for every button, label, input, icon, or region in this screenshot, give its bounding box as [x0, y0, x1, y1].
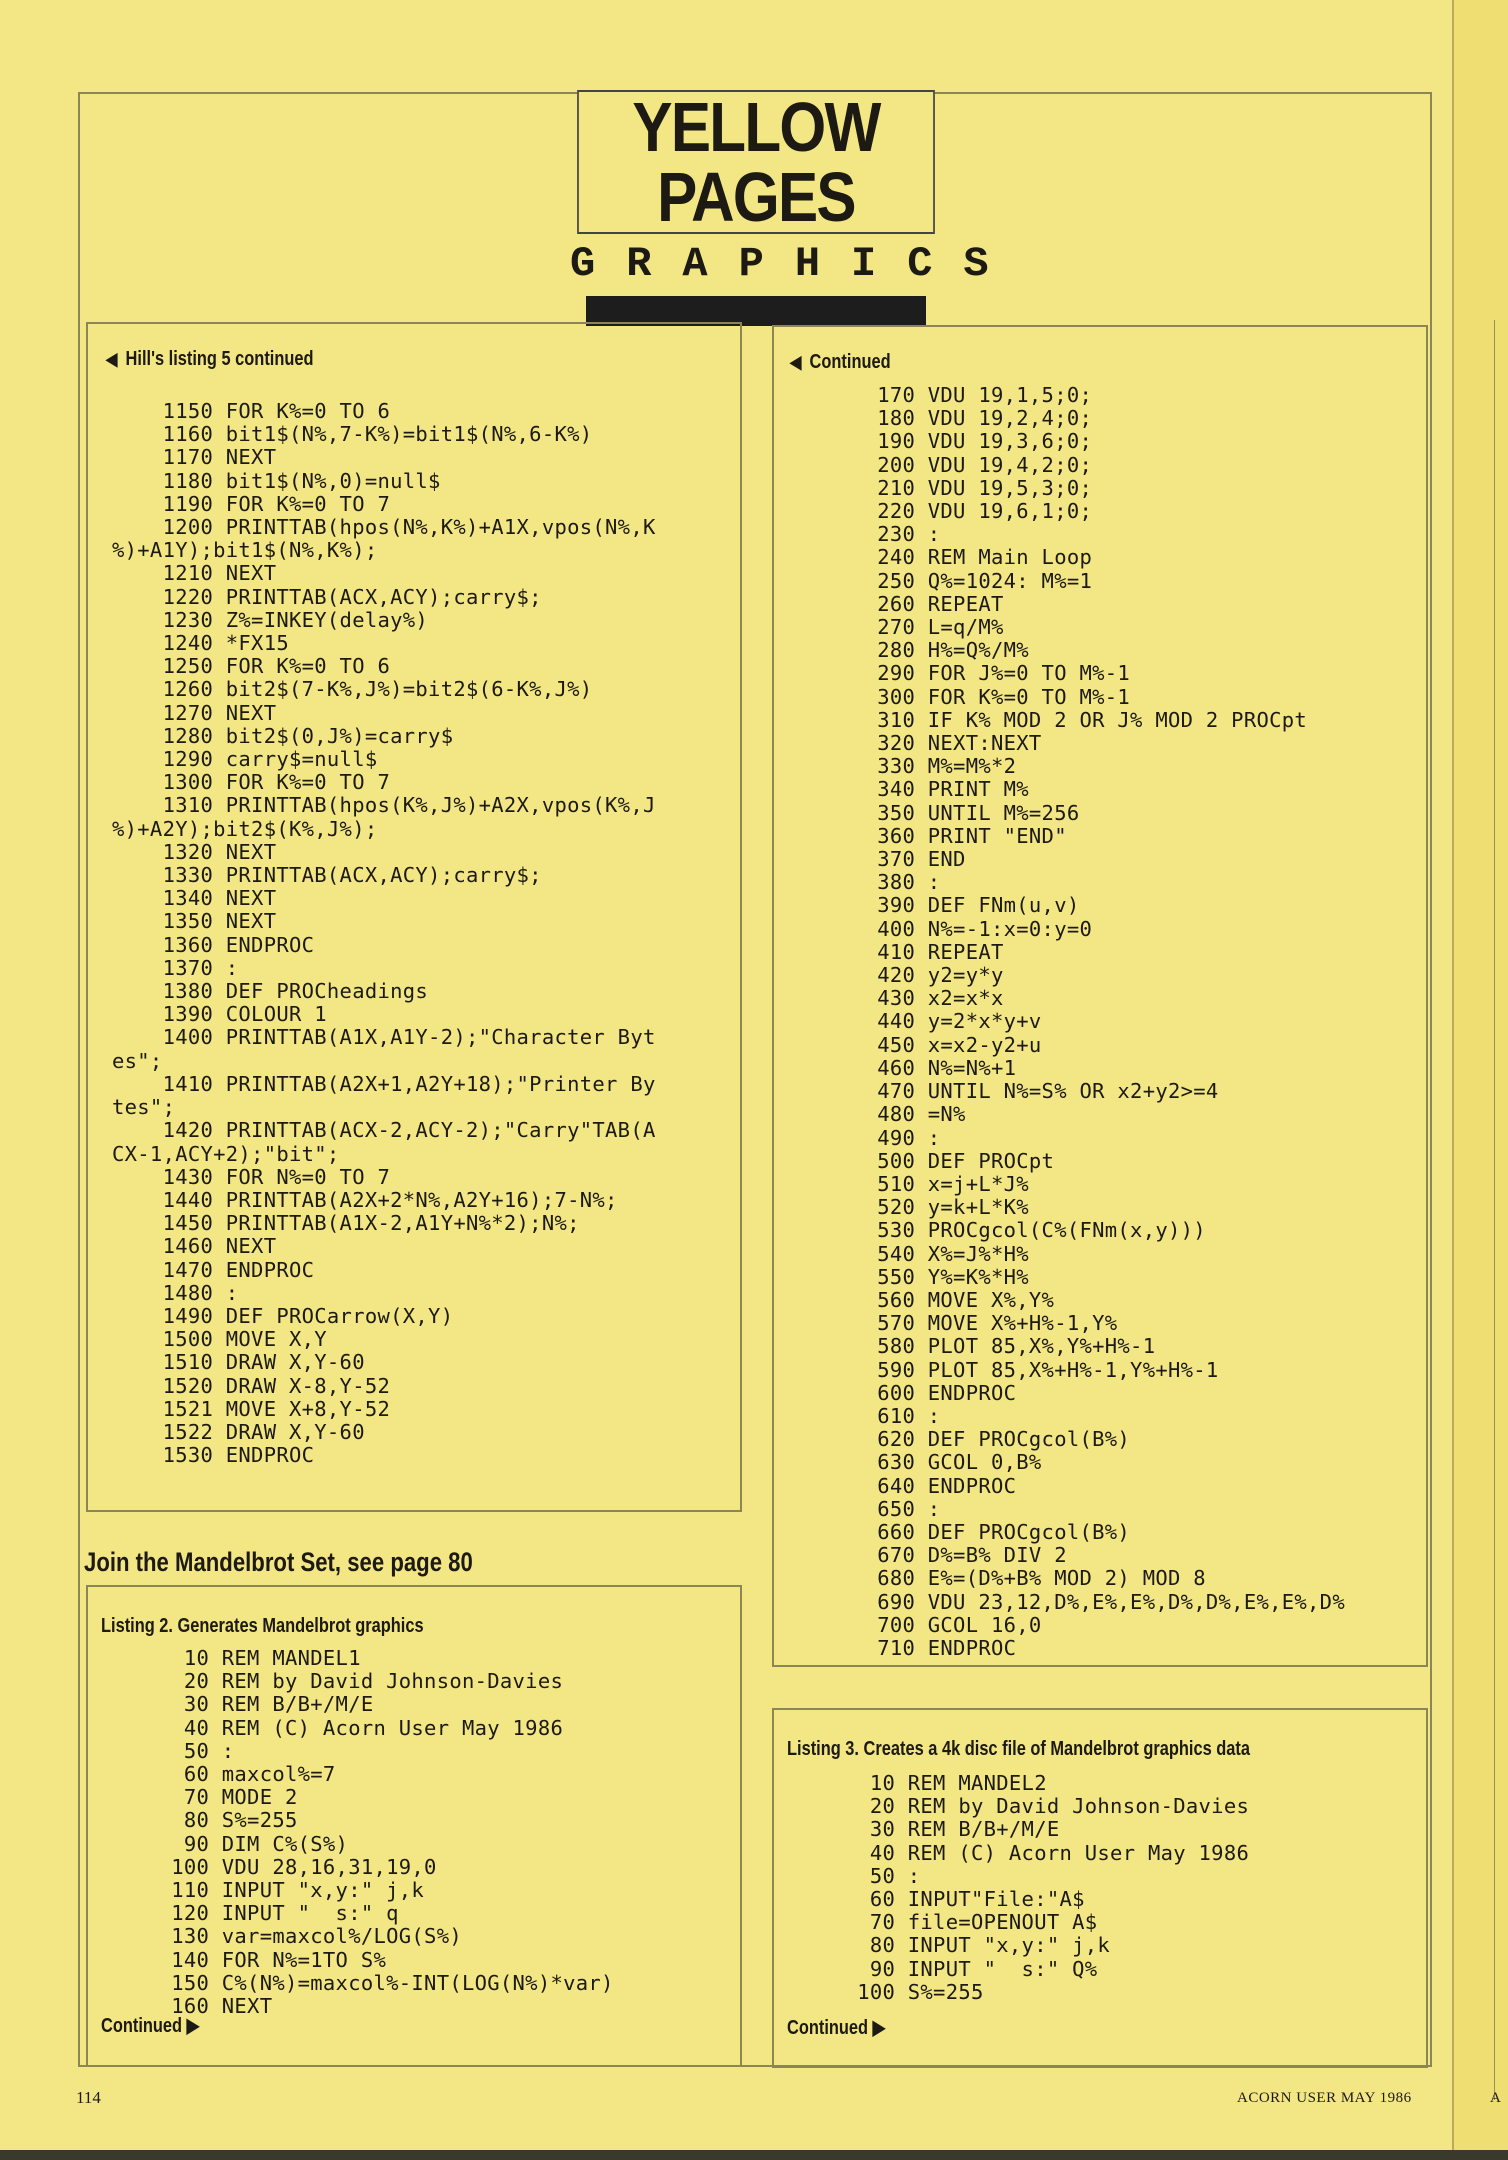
- code-line: 30 REM B/B+/M/E: [794, 1817, 1060, 1842]
- page-number: 114: [76, 2088, 101, 2107]
- code-line: 1380 DEF PROCheadings: [112, 979, 429, 1004]
- code-line: 1440 PRINTTAB(A2X+2*N%,A2Y+16);7-N%;: [112, 1187, 618, 1212]
- code-line: 1450 PRINTTAB(A1X-2,A1Y+N%*2);N%;: [112, 1211, 580, 1236]
- code-line: 300 FOR K%=0 TO M%-1: [814, 684, 1131, 709]
- code-line: 1370 :: [112, 955, 239, 980]
- listing3-box: [772, 1708, 1428, 2068]
- code-line: 1420 PRINTTAB(ACX-2,ACY-2);"Carry"TAB(A: [112, 1118, 656, 1143]
- code-line: 590 PLOT 85,X%+H%-1,Y%+H%-1: [814, 1357, 1219, 1382]
- code-line: 1410 PRINTTAB(A2X+1,A2Y+18);"Printer By: [112, 1071, 656, 1096]
- arrow-left-icon: ◀: [106, 349, 118, 369]
- code-line: 110 INPUT "x,y:" j,k: [108, 1878, 425, 1903]
- listing2-code: [108, 1647, 614, 2018]
- code-line: 50 :: [794, 1863, 921, 1888]
- code-line: 1270 NEXT: [112, 700, 277, 725]
- code-line: 580 PLOT 85,X%,Y%+H%-1: [814, 1334, 1156, 1359]
- code-line: 630 GCOL 0,B%: [814, 1450, 1042, 1475]
- code-line: 70 file=OPENOUT A$: [794, 1910, 1098, 1935]
- code-line: 270 L=q/M%: [814, 615, 1004, 640]
- code-line: 60 INPUT"File:"A$: [794, 1887, 1085, 1912]
- code-line: 1522 DRAW X,Y-60: [112, 1419, 365, 1444]
- code-line: es";: [112, 1048, 163, 1073]
- code-line: 310 IF K% MOD 2 OR J% MOD 2 PROCpt: [814, 707, 1308, 732]
- code-line: 1250 FOR K%=0 TO 6: [112, 654, 391, 679]
- code-line: 710 ENDPROC: [814, 1635, 1017, 1660]
- code-line: 320 NEXT:NEXT: [814, 731, 1042, 756]
- code-line: 530 PROCgcol(C%(FNm(x,y))): [814, 1218, 1206, 1243]
- code-line: 490 :: [814, 1125, 941, 1150]
- code-line: 390 DEF FNm(u,v): [814, 893, 1080, 918]
- code-line: 350 UNTIL M%=256: [814, 800, 1080, 825]
- code-line: 170 VDU 19,1,5;0;: [814, 383, 1093, 407]
- code-line: 1360 ENDPROC: [112, 932, 315, 957]
- code-line: 190 VDU 19,3,6;0;: [814, 429, 1093, 454]
- code-line: 160 NEXT: [108, 1994, 273, 2019]
- code-line: 1470 ENDPROC: [112, 1257, 315, 1282]
- code-line: 450 x=x2-y2+u: [814, 1032, 1042, 1057]
- code-line: 700 GCOL 16,0: [814, 1612, 1042, 1637]
- arrow-right-icon: ▶: [186, 2015, 200, 2037]
- code-line: 460 N%=N%+1: [814, 1055, 1017, 1080]
- code-line: 10 REM MANDEL2: [794, 1771, 1047, 1795]
- code-line: %)+A2Y);bit2$(K%,J%);: [112, 816, 378, 841]
- code-line: 80 S%=255: [108, 1808, 298, 1833]
- arrow-left-icon: ◀: [790, 352, 802, 372]
- code-line: 1480 :: [112, 1280, 239, 1305]
- code-line: 100 S%=255: [794, 1979, 984, 2004]
- hill-code: [112, 400, 656, 1467]
- code-line: 540 X%=J%*H%: [814, 1241, 1029, 1266]
- code-line: 560 MOVE X%,Y%: [814, 1287, 1055, 1312]
- code-line: 680 E%=(D%+B% MOD 2) MOD 8: [814, 1566, 1206, 1591]
- code-line: 610 :: [814, 1403, 941, 1428]
- code-line: 1200 PRINTTAB(hpos(N%,K%)+A1X,vpos(N%,K: [112, 515, 656, 540]
- listing3-heading: Listing 3. Creates a 4k disc file of Mandelbrot graphics data: [787, 1738, 1250, 1760]
- code-line: 430 x2=x*x: [814, 986, 1004, 1011]
- code-line: 510 x=j+L*J%: [814, 1171, 1029, 1196]
- code-line: 70 MODE 2: [108, 1785, 298, 1810]
- code-line: 1530 ENDPROC: [112, 1443, 315, 1468]
- code-line: 120 INPUT " s:" q: [108, 1901, 399, 1926]
- code-line: 260 REPEAT: [814, 591, 1004, 616]
- code-line: tes";: [112, 1095, 176, 1120]
- code-line: 150 C%(N%)=maxcol%-INT(LOG(N%)*var): [108, 1970, 614, 1995]
- code-line: 230 :: [814, 522, 941, 547]
- code-line: 1510 DRAW X,Y-60: [112, 1350, 365, 1375]
- next-page-fragment: A: [1490, 2090, 1501, 2106]
- code-line: 140 FOR N%=1TO S%: [108, 1947, 387, 1972]
- listing2-continued-text: Continued: [101, 2015, 183, 2037]
- code-line: 30 REM B/B+/M/E: [108, 1692, 374, 1717]
- code-line: 480 =N%: [814, 1102, 966, 1127]
- code-line: 90 DIM C%(S%): [108, 1831, 349, 1856]
- code-line: 1170 NEXT: [112, 445, 277, 470]
- code-line: CX-1,ACY+2);"bit";: [112, 1141, 340, 1166]
- code-line: 1210 NEXT: [112, 561, 277, 586]
- code-line: 60 maxcol%=7: [108, 1762, 336, 1787]
- code-line: 1310 PRINTTAB(hpos(K%,J%)+A2X,vpos(K%,J: [112, 793, 656, 818]
- code-line: 1280 bit2$(0,J%)=carry$: [112, 723, 454, 748]
- code-line: 1320 NEXT: [112, 839, 277, 864]
- hill-listing-heading: [106, 348, 314, 371]
- code-line: 1260 bit2$(7-K%,J%)=bit2$(6-K%,J%): [112, 677, 593, 702]
- code-line: 500 DEF PROCpt: [814, 1148, 1055, 1173]
- code-line: 620 DEF PROCgcol(B%): [814, 1427, 1131, 1452]
- code-line: 440 y=2*x*y+v: [814, 1009, 1042, 1034]
- code-line: 250 Q%=1024: M%=1: [814, 568, 1093, 593]
- code-line: 1520 DRAW X-8,Y-52: [112, 1373, 391, 1398]
- code-line: 1521 MOVE X+8,Y-52: [112, 1396, 391, 1421]
- code-line: 1220 PRINTTAB(ACX,ACY);carry$;: [112, 584, 542, 609]
- code-line: 1190 FOR K%=0 TO 7: [112, 491, 391, 516]
- code-line: 1150 FOR K%=0 TO 6: [112, 399, 391, 423]
- hill-heading-text: Hill's listing 5 continued: [125, 348, 314, 370]
- code-line: 600 ENDPROC: [814, 1380, 1017, 1405]
- code-line: 330 M%=M%*2: [814, 754, 1017, 779]
- listing2-continued: [101, 2013, 199, 2038]
- code-line: 10 REM MANDEL1: [108, 1646, 361, 1670]
- code-line: 410 REPEAT: [814, 939, 1004, 964]
- code-line: 570 MOVE X%+H%-1,Y%: [814, 1311, 1118, 1336]
- code-line: 340 PRINT M%: [814, 777, 1029, 802]
- code-line: 80 INPUT "x,y:" j,k: [794, 1933, 1111, 1958]
- code-line: %)+A1Y);bit1$(N%,K%);: [112, 538, 378, 563]
- code-line: 1340 NEXT: [112, 886, 277, 911]
- code-line: 40 REM (C) Acorn User May 1986: [794, 1840, 1250, 1865]
- listing2-heading: Listing 2. Generates Mandelbrot graphics: [101, 1615, 424, 1637]
- code-line: 240 REM Main Loop: [814, 545, 1093, 570]
- code-line: 280 H%=Q%/M%: [814, 638, 1029, 663]
- code-line: 1500 MOVE X,Y: [112, 1327, 327, 1352]
- continued-listing-box: [772, 325, 1428, 1667]
- page-title: YELLOW PAGES: [577, 90, 935, 234]
- code-line: 380 :: [814, 870, 941, 895]
- code-line: 40 REM (C) Acorn User May 1986: [108, 1715, 564, 1740]
- code-line: 1290 carry$=null$: [112, 747, 378, 772]
- code-line: 640 ENDPROC: [814, 1473, 1017, 1498]
- code-line: 400 N%=-1:x=0:y=0: [814, 916, 1093, 941]
- code-line: 370 END: [814, 847, 966, 872]
- page-subtitle: GRAPHICS: [570, 240, 1020, 288]
- code-line: 130 var=maxcol%/LOG(S%): [108, 1924, 462, 1949]
- code-line: 360 PRINT "END": [814, 823, 1067, 848]
- continued-heading-text: Continued: [809, 351, 891, 373]
- listing3-continued-text: Continued: [787, 2017, 869, 2039]
- bottom-edge: [0, 2150, 1508, 2160]
- code-line: 1300 FOR K%=0 TO 7: [112, 770, 391, 795]
- code-line: 1160 bit1$(N%,7-K%)=bit1$(N%,6-K%): [112, 422, 593, 447]
- code-line: 660 DEF PROCgcol(B%): [814, 1519, 1131, 1544]
- code-line: 1400 PRINTTAB(A1X,A1Y-2);"Character Byt: [112, 1025, 656, 1050]
- code-line: 100 VDU 28,16,31,19,0: [108, 1854, 437, 1879]
- code-line: 1240 *FX15: [112, 631, 289, 656]
- code-line: 470 UNTIL N%=S% OR x2+y2>=4: [814, 1079, 1219, 1104]
- code-line: 1460 NEXT: [112, 1234, 277, 1259]
- code-line: 550 Y%=K%*H%: [814, 1264, 1029, 1289]
- continued-heading: [790, 351, 891, 374]
- code-line: 1430 FOR N%=0 TO 7: [112, 1164, 391, 1189]
- code-line: 220 VDU 19,6,1;0;: [814, 499, 1093, 524]
- code-line: 1180 bit1$(N%,0)=null$: [112, 468, 441, 493]
- hill-listing-box: [86, 322, 742, 1512]
- code-line: 210 VDU 19,5,3;0;: [814, 475, 1093, 500]
- code-line: 690 VDU 23,12,D%,E%,E%,D%,D%,E%,E%,D%: [814, 1589, 1345, 1614]
- code-line: 180 VDU 19,2,4;0;: [814, 406, 1093, 431]
- listing3-code: [794, 1772, 1249, 2004]
- page-header: [548, 88, 1020, 326]
- listing2-box: [86, 1585, 742, 2067]
- code-line: 20 REM by David Johnson-Davies: [108, 1669, 564, 1694]
- code-line: 20 REM by David Johnson-Davies: [794, 1794, 1250, 1819]
- continued-code: [814, 384, 1345, 1660]
- code-line: 650 :: [814, 1496, 941, 1521]
- code-line: 670 D%=B% DIV 2: [814, 1543, 1067, 1568]
- magazine-footer: ACORN USER MAY 1986: [1237, 2090, 1412, 2106]
- code-line: 1350 NEXT: [112, 909, 277, 934]
- code-line: 520 y=k+L*K%: [814, 1195, 1029, 1220]
- next-page-rule: [1494, 320, 1495, 2100]
- code-line: 1330 PRINTTAB(ACX,ACY);carry$;: [112, 863, 542, 888]
- next-page-edge: [1452, 0, 1508, 2160]
- code-line: 290 FOR J%=0 TO M%-1: [814, 661, 1131, 686]
- code-line: 420 y2=y*y: [814, 963, 1004, 988]
- section-heading: Join the Mandelbrot Set, see page 80: [84, 1547, 473, 1577]
- listing3-continued: [787, 2015, 885, 2040]
- code-line: 50 :: [108, 1738, 235, 1763]
- code-line: 200 VDU 19,4,2;0;: [814, 452, 1093, 477]
- code-line: 90 INPUT " s:" Q%: [794, 1956, 1098, 1981]
- code-line: 1230 Z%=INKEY(delay%): [112, 607, 429, 632]
- code-line: 1490 DEF PROCarrow(X,Y): [112, 1303, 454, 1328]
- code-line: 1390 COLOUR 1: [112, 1002, 327, 1027]
- arrow-right-icon: ▶: [872, 2017, 886, 2039]
